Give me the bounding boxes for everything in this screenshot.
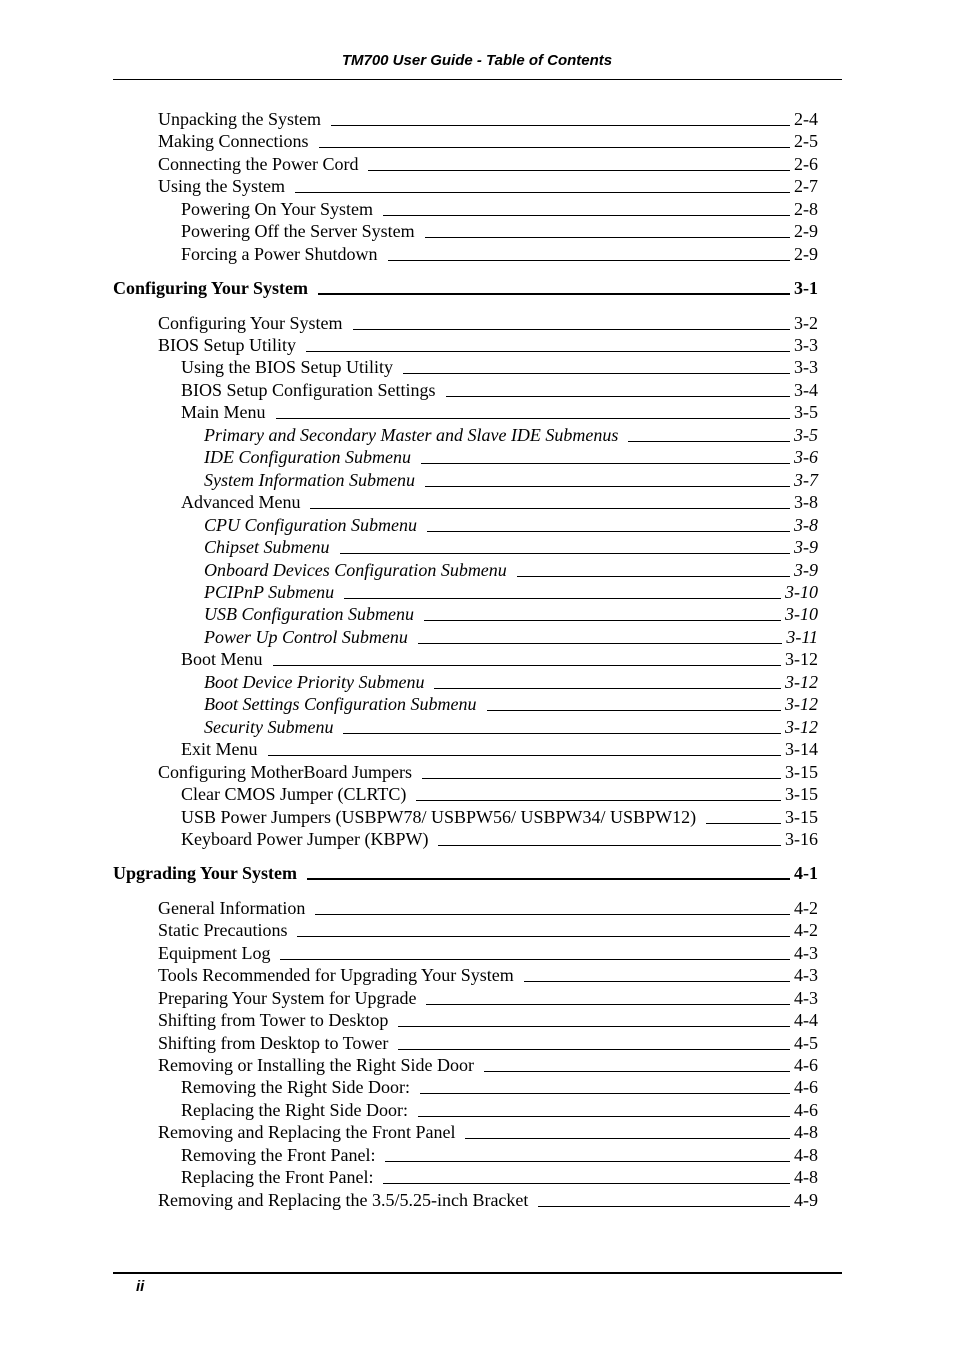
toc-leader-line [416, 800, 781, 801]
toc-entry[interactable] [181, 220, 818, 242]
toc-leader-line [425, 486, 790, 487]
toc-leader-line [268, 755, 782, 756]
toc-entry-page: 3-6 [794, 447, 818, 467]
toc-leader-line [434, 688, 781, 689]
toc-entry-title: Removing the Front Panel: [181, 1145, 376, 1165]
toc-entry-page: 3-3 [794, 335, 818, 355]
toc-leader-line [465, 1138, 790, 1139]
footer-page-number: ii [136, 1278, 145, 1295]
toc-leader-line [426, 1004, 790, 1005]
toc-leader-line [421, 463, 790, 464]
toc-entry[interactable] [158, 1032, 818, 1054]
toc-entry-title: BIOS Setup Utility [158, 335, 297, 355]
toc-entry-page: 3-12 [785, 672, 818, 692]
toc-leader-line [398, 1026, 790, 1027]
toc-entry-page: 3-1 [794, 278, 818, 298]
toc-leader-line [487, 710, 782, 711]
toc-leader-line [388, 260, 791, 261]
toc-entry-title: USB Configuration Submenu [204, 604, 414, 624]
toc-entry-page: 3-4 [794, 380, 818, 400]
toc-entry-title: System Information Submenu [204, 470, 415, 490]
toc-entry[interactable] [158, 334, 818, 356]
toc-entry-title: Removing and Replacing the 3.5/5.25-inch Bracket [158, 1190, 529, 1210]
toc-chapter-entry[interactable] [113, 862, 818, 884]
toc-leader-line [424, 620, 781, 621]
toc-leader-line [353, 329, 790, 330]
toc-leader-line [368, 170, 790, 171]
toc-entry-page: 4-6 [794, 1077, 818, 1097]
toc-leader-line [427, 531, 790, 532]
toc-leader-line [418, 1116, 790, 1117]
toc-entry[interactable] [158, 987, 818, 1009]
toc-entry-page: 4-6 [794, 1055, 818, 1075]
toc-leader-line [340, 553, 791, 554]
toc-entry-title: Unpacking the System [158, 109, 321, 129]
toc-leader-line [315, 914, 790, 915]
toc-entry[interactable] [158, 964, 818, 986]
toc-entry-page: 3-9 [794, 560, 818, 580]
toc-entry-page: 4-2 [794, 898, 818, 918]
toc-entry-title: Making Connections [158, 131, 309, 151]
toc-leader-line [280, 959, 790, 960]
toc-entry-title: Onboard Devices Configuration Submenu [204, 560, 507, 580]
toc-entry[interactable] [181, 379, 818, 401]
toc-entry[interactable] [181, 1076, 818, 1098]
toc-entry-page: 3-12 [785, 717, 818, 737]
toc-leader-line [403, 373, 790, 374]
toc-leader-line [276, 418, 791, 419]
toc-entry[interactable] [204, 626, 818, 648]
toc-entry-title: Configuring Your System [113, 278, 309, 298]
toc-entry[interactable] [204, 469, 818, 491]
toc-entry-page: 4-6 [794, 1100, 818, 1120]
toc-entry-title: Removing the Right Side Door: [181, 1077, 410, 1097]
toc-leader-line [538, 1206, 790, 1207]
toc-entry-title: Replacing the Front Panel: [181, 1167, 374, 1187]
toc-entry[interactable] [158, 153, 818, 175]
toc-entry[interactable] [204, 514, 818, 536]
toc-entry-title: Chipset Submenu [204, 537, 330, 557]
toc-entry-page: 4-8 [794, 1145, 818, 1165]
toc-entry-page: 3-7 [794, 470, 818, 490]
toc-entry[interactable] [158, 942, 818, 964]
toc-leader-line [446, 396, 790, 397]
toc-entry-title: Removing and Replacing the Front Panel [158, 1122, 456, 1142]
toc-leader-line [319, 147, 791, 148]
toc-entry[interactable] [181, 1166, 818, 1188]
toc-entry-page: 3-15 [785, 762, 818, 782]
toc-leader-line [306, 351, 790, 352]
toc-leader-line [343, 733, 781, 734]
toc-entry-page: 4-5 [794, 1033, 818, 1053]
toc-entry-page: 4-1 [794, 863, 818, 883]
toc-entry[interactable] [181, 828, 818, 850]
toc-leader-line [383, 215, 790, 216]
toc-entry-title: CPU Configuration Submenu [204, 515, 418, 535]
toc-entry[interactable] [158, 919, 818, 941]
toc-entry-page: 4-3 [794, 988, 818, 1008]
toc-entry-title: Using the BIOS Setup Utility [181, 357, 394, 377]
toc-leader-line [331, 125, 790, 126]
toc-entry[interactable] [158, 1121, 818, 1143]
toc-leader-line [318, 293, 790, 295]
toc-leader-line [524, 981, 790, 982]
toc-entry[interactable] [158, 108, 818, 130]
toc-entry[interactable] [204, 581, 818, 603]
toc-entry[interactable] [204, 559, 818, 581]
toc-entry-page: 4-3 [794, 943, 818, 963]
toc-entry-page: 4-8 [794, 1122, 818, 1142]
toc-entry-page: 3-14 [785, 739, 818, 759]
toc-leader-line [307, 878, 790, 880]
toc-entry-title: Primary and Secondary Master and Slave IDE Submenus [204, 425, 619, 445]
toc-entry-page: 4-4 [794, 1010, 818, 1030]
toc-entry-page: 2-8 [794, 199, 818, 219]
toc-entry[interactable] [158, 761, 818, 783]
toc-entry-page: 3-15 [785, 784, 818, 804]
toc-leader-line [297, 936, 790, 937]
toc-entry-title: Shifting from Tower to Desktop [158, 1010, 389, 1030]
toc-entry-title: Power Up Control Submenu [204, 627, 408, 647]
toc-entry[interactable] [181, 1099, 818, 1121]
toc-entry[interactable] [158, 1054, 818, 1076]
toc-entry-page: 2-7 [794, 176, 818, 196]
toc-entry[interactable] [158, 897, 818, 919]
toc-leader-line [344, 598, 781, 599]
toc-entry-page: 4-9 [794, 1190, 818, 1210]
toc-entry-page: 3-10 [785, 604, 818, 624]
toc-entry-title: Boot Settings Configuration Submenu [204, 694, 477, 714]
toc-leader-line [273, 665, 781, 666]
toc-entry-title: Keyboard Power Jumper (KBPW) [181, 829, 429, 849]
toc-entry-title: Main Menu [181, 402, 266, 422]
toc-entry-title: Boot Device Priority Submenu [204, 672, 425, 692]
toc-leader-line [383, 1183, 790, 1184]
toc-entry-title: Tools Recommended for Upgrading Your System [158, 965, 514, 985]
toc-leader-line [517, 576, 790, 577]
toc-entry-title: Security Submenu [204, 717, 334, 737]
toc-entry-page: 3-5 [794, 402, 818, 422]
toc-entry-page: 4-8 [794, 1167, 818, 1187]
toc-entry-title: PCIPnP Submenu [204, 582, 335, 602]
toc-entry-title: Shifting from Desktop to Tower [158, 1033, 389, 1053]
toc-entry-page: 3-16 [785, 829, 818, 849]
toc-entry-page: 3-11 [786, 627, 818, 647]
toc-entry-title: Clear CMOS Jumper (CLRTC) [181, 784, 407, 804]
toc-entry-page: 2-4 [794, 109, 818, 129]
toc-entry[interactable] [204, 446, 818, 468]
toc-entry[interactable] [158, 1189, 818, 1211]
toc-entry-title: General Information [158, 898, 306, 918]
toc-entry-title: USB Power Jumpers (USBPW78/ USBPW56/ USBPW34/ USBPW12) [181, 807, 697, 827]
toc-entry-page: 2-9 [794, 244, 818, 264]
toc-entry-title: BIOS Setup Configuration Settings [181, 380, 436, 400]
toc-entry-title: Boot Menu [181, 649, 263, 669]
toc-entry[interactable] [181, 401, 818, 423]
toc-entry[interactable] [181, 738, 818, 760]
toc-entry[interactable] [158, 312, 818, 334]
toc-entry-title: Powering Off the Server System [181, 221, 415, 241]
toc-leader-line [398, 1049, 790, 1050]
toc-entry[interactable] [158, 175, 818, 197]
toc-entry-page: 3-12 [785, 649, 818, 669]
toc-entry[interactable] [158, 130, 818, 152]
toc-entry[interactable] [204, 424, 818, 446]
toc-entry[interactable] [204, 603, 818, 625]
toc-entry-title: Forcing a Power Shutdown [181, 244, 378, 264]
toc-entry-page: 4-2 [794, 920, 818, 940]
toc-entry[interactable] [204, 716, 818, 738]
toc-entry-title: IDE Configuration Submenu [204, 447, 411, 467]
toc-entry-page: 3-5 [794, 425, 818, 445]
toc-leader-line [484, 1071, 790, 1072]
toc-entry-page: 3-10 [785, 582, 818, 602]
toc-entry[interactable] [204, 671, 818, 693]
toc-entry-title: Configuring MotherBoard Jumpers [158, 762, 412, 782]
toc-entry-title: Preparing Your System for Upgrade [158, 988, 417, 1008]
toc-entry-title: Configuring Your System [158, 313, 343, 333]
toc-entry[interactable] [181, 243, 818, 265]
toc-leader-line [422, 778, 781, 779]
toc-leader-line [420, 1093, 790, 1094]
toc-entry-page: 4-3 [794, 965, 818, 985]
toc-entry[interactable] [158, 1009, 818, 1031]
toc-entry-page: 3-9 [794, 537, 818, 557]
toc-entry[interactable] [181, 783, 818, 805]
toc-leader-line [418, 643, 783, 644]
toc-entry-page: 3-2 [794, 313, 818, 333]
toc-entry-title: Upgrading Your System [113, 863, 298, 883]
toc-entry-title: Removing or Installing the Right Side Door [158, 1055, 474, 1075]
toc-entry-title: Connecting the Power Cord [158, 154, 359, 174]
toc-entry[interactable] [204, 536, 818, 558]
toc-leader-line [628, 441, 790, 442]
toc-entry[interactable] [181, 1144, 818, 1166]
toc-entry-page: 3-3 [794, 357, 818, 377]
toc-entry[interactable] [181, 491, 818, 513]
toc-entry[interactable] [181, 806, 818, 828]
toc-entry-title: Advanced Menu [181, 492, 301, 512]
toc-entry-page: 3-12 [785, 694, 818, 714]
toc-entry-title: Using the System [158, 176, 286, 196]
toc-leader-line [706, 823, 781, 824]
toc-entry[interactable] [181, 648, 818, 670]
toc-entry-page: 3-15 [785, 807, 818, 827]
toc-leader-line [425, 237, 790, 238]
toc-entry-title: Powering On Your System [181, 199, 374, 219]
toc-entry-title: Equipment Log [158, 943, 271, 963]
toc-entry-page: 2-5 [794, 131, 818, 151]
page-header-title: TM700 User Guide - Table of Contents [341, 52, 613, 69]
toc-entry-page: 2-6 [794, 154, 818, 174]
toc-entry-title: Exit Menu [181, 739, 258, 759]
toc-entry-page: 3-8 [794, 515, 818, 535]
toc-entry[interactable] [181, 356, 818, 378]
toc-chapter-entry[interactable] [113, 277, 818, 299]
toc-entry-page: 2-9 [794, 221, 818, 241]
toc-leader-line [385, 1161, 790, 1162]
footer-rule [113, 1272, 842, 1274]
toc-leader-line [438, 845, 781, 846]
toc-entry-title: Static Precautions [158, 920, 288, 940]
toc-entry-page: 3-8 [794, 492, 818, 512]
toc-entry-title: Replacing the Right Side Door: [181, 1100, 408, 1120]
toc-entry[interactable] [181, 198, 818, 220]
toc-leader-line [310, 508, 790, 509]
toc-leader-line [295, 192, 790, 193]
toc-entry[interactable] [204, 693, 818, 715]
